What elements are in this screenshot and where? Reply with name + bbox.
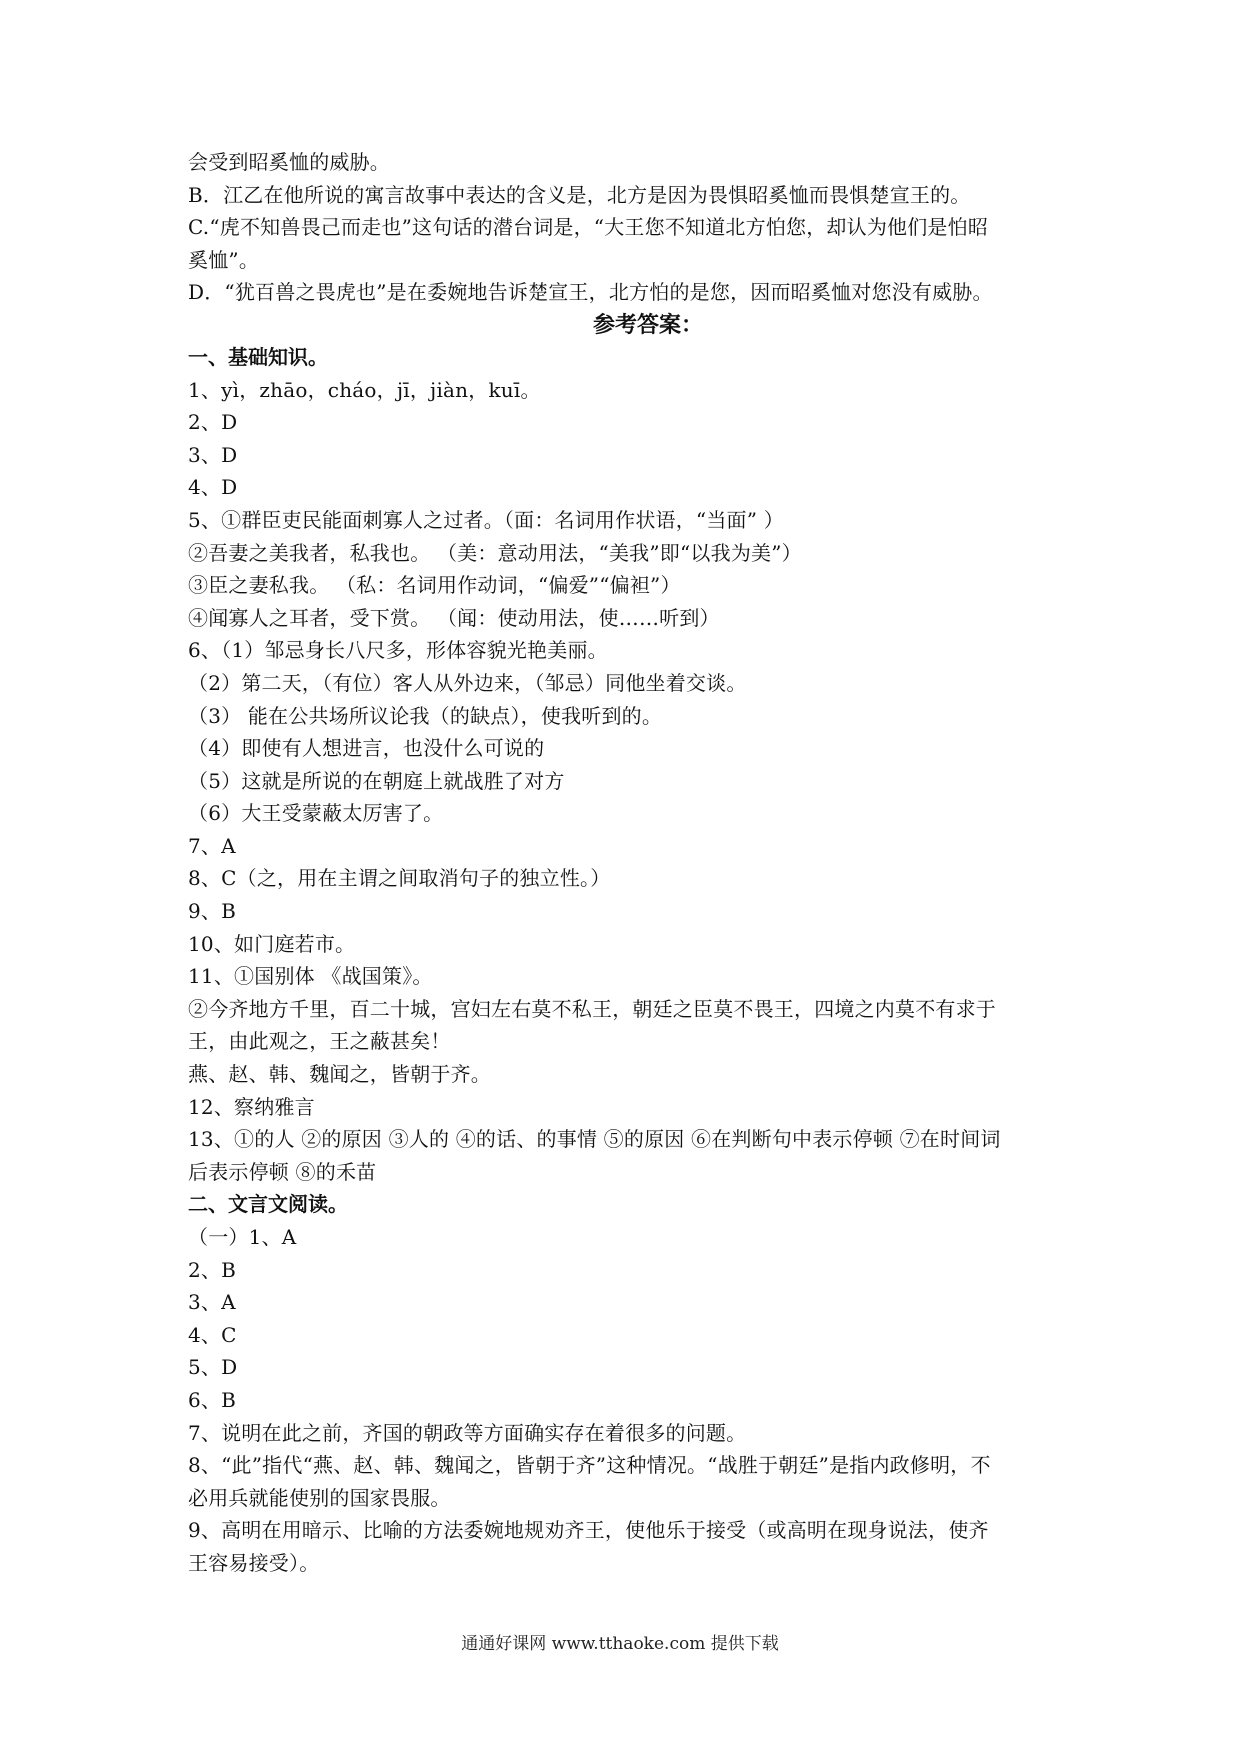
- answer-line: 王容易接受）。: [188, 1550, 320, 1575]
- intro-line: 会受到昭奚恤的威胁。: [188, 150, 390, 174]
- section-heading-classical-reading: 二、文言文阅读。: [188, 1192, 348, 1217]
- answers-title: 参考答案：: [592, 311, 703, 338]
- answer-line: 13、①的人 ②的原因 ③人的 ④的话、的事情 ⑤的原因 ⑥在判断句中表示停顿 ⑦在时间词: [188, 1127, 1001, 1152]
- answer-line: （5）这就是所说的在朝庭上就战胜了对方: [188, 768, 565, 793]
- answer-line: 8、C（之，用在主谓之间取消句子的独立性。）: [188, 866, 611, 891]
- answer-line: 7、A: [188, 833, 236, 858]
- answer-line: ②今齐地方千里，百二十城，宫妇左右莫不私王，朝廷之臣莫不畏王，四境之内莫不有求于: [188, 996, 996, 1021]
- answer-line: 必用兵就能使别的国家畏服。: [188, 1485, 451, 1510]
- answer-line: 2、B: [188, 1257, 237, 1282]
- answer-line: 3、D: [188, 442, 238, 467]
- document-body: [188, 146, 1068, 1580]
- answer-line: 后表示停顿 ⑧的禾苗: [188, 1159, 377, 1184]
- answer-line: 4、C: [188, 1322, 237, 1347]
- option-c: C.“虎不知兽畏己而走也”这句话的潜台词是，“大王您不知道北方怕您，却认为他们是怕昭: [188, 215, 989, 240]
- page-footer: 通通好课网 www.tthaoke.com 提供下载: [461, 1634, 779, 1654]
- answer-line: 2、D: [188, 410, 238, 435]
- answer-line: 12、察纳雅言: [188, 1094, 315, 1119]
- answer-line: 6、B: [188, 1387, 237, 1412]
- answer-line: （一）1、A: [188, 1225, 297, 1249]
- answer-line: （6）大王受蒙蔽太厉害了。: [188, 801, 444, 826]
- answer-line: 1、yì，zhāo，cháo，jī，jiàn，kuī。: [188, 377, 541, 402]
- answer-line: 7、说明在此之前，齐国的朝政等方面确实存在着很多的问题。: [188, 1420, 747, 1445]
- answer-line: 4、D: [188, 475, 238, 500]
- answer-line: 9、高明在用暗示、比喻的方法委婉地规劝齐王，使他乐于接受（或高明在现身说法，使齐: [188, 1518, 989, 1543]
- option-d: D．“犹百兽之畏虎也”是在委婉地告诉楚宣王，北方怕的是您，因而昭奚恤对您没有威胁。: [188, 280, 993, 305]
- answer-line: 6、（1）邹忌身长八尺多，形体容貌光艳美丽。: [188, 638, 608, 663]
- answer-line: 9、B: [188, 899, 237, 924]
- answer-line: ③臣之妻私我。 （私：名词用作动词，“偏爱”“偏袒”）: [188, 573, 681, 598]
- answer-line: 王，由此观之，王之蔽甚矣！: [188, 1029, 451, 1054]
- section-heading-basics: 一、基础知识。: [188, 344, 328, 369]
- answer-line: （3） 能在公共场所议论我（的缺点），使我听到的。: [188, 703, 663, 728]
- answer-line: ④闻寡人之耳者，受下赏。 （闻：使动用法，使……听到）: [188, 605, 720, 630]
- option-b: B．江乙在他所说的寓言故事中表达的含义是，北方是因为畏惧昭奚恤而畏惧楚宣王的。: [188, 182, 971, 207]
- option-c-continued: 奚恤”。: [188, 247, 260, 272]
- answer-line: （2）第二天，（有位）客人从外边来，（邹忌）同他坐着交谈。: [188, 670, 747, 695]
- answer-line: 11、①国别体 《战国策》。: [188, 964, 433, 989]
- answer-line: 10、如门庭若市。: [188, 931, 356, 956]
- answer-line: 5、①群臣吏民能面刺寡人之过者。（面：名词用作状语，“当面” ）: [188, 507, 784, 532]
- answer-line: 燕、赵、韩、魏闻之，皆朝于齐。: [188, 1062, 491, 1087]
- answer-line: （4）即使有人想进言，也没什么可说的: [188, 736, 545, 761]
- answer-line: ②吾妻之美我者，私我也。 （美：意动用法，“美我”即“以我为美”）: [188, 540, 802, 565]
- answer-line: 3、A: [188, 1290, 236, 1315]
- answer-line: 5、D: [188, 1355, 238, 1380]
- answer-line: 8、“此”指代“燕、赵、韩、魏闻之，皆朝于齐”这种情况。“战胜于朝廷”是指内政修明，不: [188, 1453, 991, 1478]
